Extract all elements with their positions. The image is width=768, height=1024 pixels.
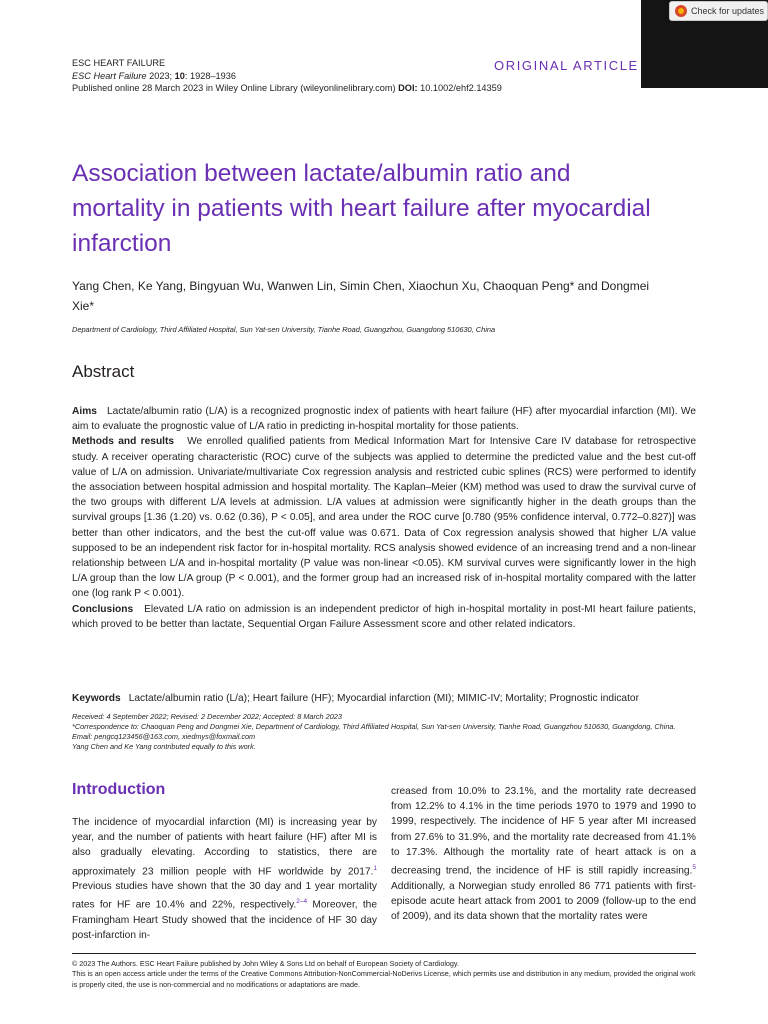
abstract-body <box>72 404 696 632</box>
abstract-heading: Abstract <box>72 362 135 381</box>
abstract-aims: Aims Lactate/albumin ratio (L/A) is a recognized prognostic index of patients with heart failure (HF) after myocardial infarction (MI). We aim to evaluate the prognostic value of L/A ratio in predicting in-hospital mortality for those patients. <box>72 406 696 433</box>
keywords: Keywords Lactate/albumin ratio (L/a); Heart failure (HF); Myocardial infarction (MI); MIMIC-IV; Mortality; Prognostic indicator <box>72 693 639 704</box>
check-for-updates-button[interactable] <box>669 1 768 21</box>
reference-link[interactable]: 5 <box>692 864 696 872</box>
received-dates: Received: 4 September 2022; Revised: 2 December 2022; Accepted: 8 March 2023 <box>72 712 342 721</box>
equal-contribution: Yang Chen and Ke Yang contributed equally to this work. <box>72 742 256 751</box>
article-type: ORIGINAL ARTICLE <box>494 58 639 73</box>
journal-header <box>72 57 502 95</box>
check-for-updates-label: Check for updates <box>691 6 765 16</box>
citation-line: ESC Heart Failure 2023; 10: 1928–1936 <box>72 70 236 81</box>
correspondence: *Correspondence to: Chaoquan Peng and Dongmei Xie, Department of Cardiology, Third Affiliated Hospital, Sun Yat-sen University, Tianhe Road, Guangzhou 510630, Guangdong, China. Email: pengcq123456@163.com, xiedmys@foxmail.com <box>72 722 676 741</box>
affiliation: Department of Cardiology, Third Affiliated Hospital, Sun Yat-sen University, Tianhe Road, Guangzhou, Guangdong 510630, China <box>72 325 496 334</box>
author-list: Yang Chen, Ke Yang, Bingyuan Wu, Wanwen Lin, Simin Chen, Xiaochun Xu, Chaoquan Peng* and Dongmei Xie* <box>72 279 650 313</box>
reference-link[interactable]: 1 <box>373 864 377 872</box>
introduction-left-column: The incidence of myocardial infarction (MI) is increasing year by year, and the number of patients with heart failure (HF) after MI is also gradually elevating. According to statistics, there are approximately 23 million people with HF worldwide by 2017.$^1$ Previous studies have shown that the 30 day and 1 year mortality rates for HF are 10.4% and 22%, respectively.$^{2-4}$ Moreover, the Framingham Heart Study showed that the incidence of HF 30 day post-infarction in- <box>72 817 377 942</box>
abstract-conclusions: Conclusions Elevated L/A ratio on admission is an independent predictor of high in-hospital mortality in post-MI heart failure patients, which proved to be better than lactate, Sequential Organ Failure Assessment score and other related indicators. <box>72 603 696 630</box>
footer <box>72 959 696 990</box>
introduction-right-column: creased from 10.0% to 23.1%, and the mortality rate decreased from 12.2% to 4.1% in the time periods 1970 to 1979 and 1990 to 1999, respectively. The incidence of HF 5 year after MI increased from 27.6% to 31.9%, and the mortality rate decreased from 41.1% to 17.3%. Although the mortality rate of heart attack is on a decreasing trend, the incidence of HF is still rapidly increasing.$^5$ Additionally, a Norwegian study enrolled 86 771 patients with first-episode acute heart attack from 2001 to 2009 (follow-up to the end of 2009), and its data shown that the mortality rates were <box>391 786 696 923</box>
article-title: Association between lactate/albumin ratio and mortality in patients with heart failure after myocardial infarction <box>72 160 651 257</box>
footer-divider <box>72 953 696 954</box>
introduction-heading: Introduction <box>72 781 166 798</box>
reference-link[interactable]: 2–4 <box>296 898 308 906</box>
publication-line: Published online 28 March 2023 in Wiley Online Library (wileyonlinelibrary.com) DOI: 10.1002/ehf2.14359 <box>72 83 502 93</box>
license: This is an open access article under the terms of the Creative Commons Attribution-NonCommercial-NoDerivs License, which permits use and distribution in any medium, provided the original work is properly cited, the use is non-commercial and no modifications or adaptations are made. <box>72 969 696 989</box>
journal-name: ESC HEART FAILURE <box>72 58 166 68</box>
abstract-methods: Methods and results We enrolled qualified patients from Medical Information Mart for Intensive Care IV database for retrospective study. A receiver operating characteristic (ROC) curve of the subjects was applied to determine the predicted value and the best cut-off value of L/A on admission. Univariate/multivariate Cox regression analysis and restricted cubic splines (RCS) were performed to identify the association between hospital admission and hospital mortality. The Kaplan–Meier (KM) method was used to draw the survival curve of the two groups with different L/A levels at admission. L/A values at admission were significantly higher in the death groups than the survival groups [1.36 (1.20) vs. 0.62 (0.36), P < 0.05], and area under the ROC curve [0.780 (95% confidence interval, 0.772–0.827)] was better than other indicators, and the best the cut-off value was 0.671. Data of Cox regression analysis showed that higher L/A value supposed to be an independent risk factor for in-hospital mortality. RCS analysis showed evidence of an increasing trend and a non-linear relationship between L/A and in-hospital mortality (P value was non-linear <0.05). KM survival curves were significantly lower in the high L/A group than the low L/A group (P < 0.001), and the former group had an increased risk of in-hospital mortality compared with the latter one (log rank P < 0.001). <box>72 436 696 600</box>
doi-link[interactable]: 10.1002/ehf2.14359 <box>420 83 502 93</box>
article-meta <box>72 712 696 752</box>
copyright: © 2023 The Authors. ESC Heart Failure published by John Wiley & Sons Ltd on behalf of European Society of Cardiology. <box>72 959 459 968</box>
crossmark-icon <box>675 5 687 17</box>
